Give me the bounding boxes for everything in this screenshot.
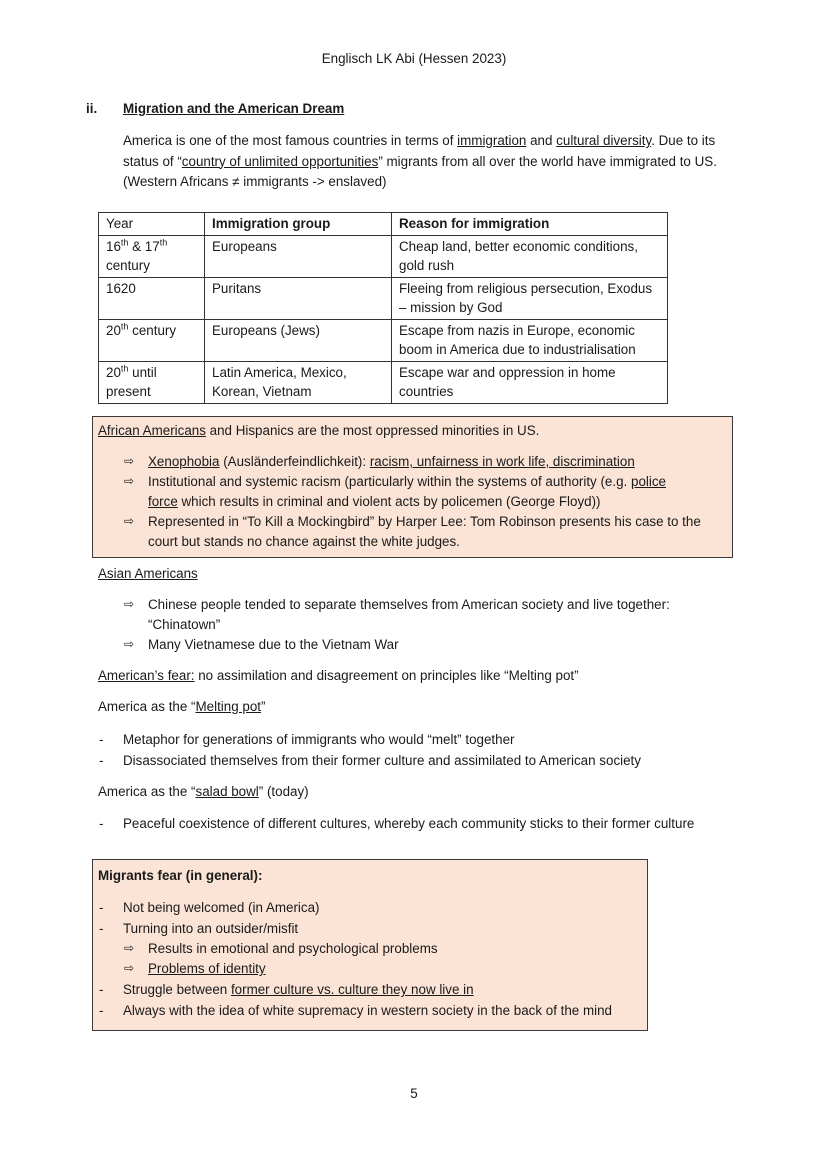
mockingbird-bullet: Represented in “To Kill a Mockingbird” by Harper Lee: Tom Robinson presents his case to the	[148, 514, 701, 529]
section-title: Migration and the American Dream	[123, 101, 345, 116]
systemic-racism-bullet: Institutional and systemic racism (particularly within the systems of authority (e.g. police	[148, 474, 666, 489]
fear-item: Not being welcomed (in America)	[123, 900, 320, 915]
table-cell-year: 20th until present	[99, 361, 205, 403]
table-row	[99, 235, 668, 277]
dash-bullet: -	[99, 1003, 104, 1018]
unlimited-opportunities-term: country of unlimited opportunities	[181, 153, 379, 169]
salad-bowl-item: Peaceful coexistence of different cultures, whereby each community sticks to their former culture	[123, 816, 695, 831]
table-cell-year: 20th century	[99, 319, 205, 361]
box1-intro: African Americans and Hispanics are the most oppressed minorities in US.	[98, 423, 540, 438]
table-header: Immigration group	[205, 213, 392, 236]
cultural-diversity-term: cultural diversity	[556, 133, 652, 148]
fear-item: Struggle between former culture vs. culture they now live in	[123, 982, 474, 997]
dash-bullet: -	[99, 900, 104, 915]
intro-paragraph: America is one of the most famous countries in terms of immigration and cultural diversity. Due to its status of “country of unlimited opportunities” migrants from all over the world have immigrated to US. (Western Africans ≠ immigrants -> enslaved)	[123, 133, 717, 189]
fear-item: Always with the idea of white supremacy in western society in the back of the mind	[123, 1003, 612, 1018]
table-cell-group: Europeans	[205, 235, 392, 277]
xenophobia-bullet: Xenophobia (Ausländerfeindlichkeit): racism, unfairness in work life, discrimination	[148, 454, 635, 469]
chinatown-bullet: Chinese people tended to separate themselves from American society and live together:	[148, 597, 670, 612]
americans-fear-line: American’s fear: no assimilation and disagreement on principles like “Melting pot”	[98, 668, 579, 683]
dash-bullet: -	[99, 921, 104, 936]
migrants-fear-title: Migrants fear (in general):	[98, 868, 263, 883]
chinatown-bullet-cont: “Chinatown”	[148, 617, 221, 632]
table-cell-group: Latin America, Mexico, Korean, Vietnam	[205, 361, 392, 403]
table-row	[99, 277, 668, 319]
fear-subitem: Problems of identity	[148, 961, 266, 976]
immigration-term: immigration	[457, 133, 527, 148]
arrow-icon: ⇨	[124, 941, 135, 955]
fear-subitem: Results in emotional and psychological problems	[148, 941, 438, 956]
dash-bullet: -	[99, 982, 104, 997]
table-cell-year: 16th & 17th century	[99, 235, 205, 277]
table-cell-reason: Escape war and oppression in home countries	[392, 361, 668, 403]
asian-americans-heading: Asian Americans	[98, 566, 198, 581]
melting-pot-heading: America as the “Melting pot”	[98, 699, 266, 714]
arrow-icon: ⇨	[124, 637, 135, 651]
arrow-icon: ⇨	[124, 474, 135, 488]
page-number: 5	[410, 1086, 418, 1101]
melting-pot-item: Disassociated themselves from their former culture and assimilated to American society	[123, 753, 641, 768]
dash-bullet: -	[99, 753, 104, 768]
section-number: ii.	[86, 101, 98, 116]
arrow-icon: ⇨	[124, 514, 135, 528]
table-row	[99, 319, 668, 361]
immigration-table	[98, 212, 668, 404]
table-header: Year	[99, 213, 205, 236]
table-row	[99, 361, 668, 403]
table-cell-group: Puritans	[205, 277, 392, 319]
table-cell-reason: Cheap land, better economic conditions, gold rush	[392, 235, 668, 277]
table-header: Reason for immigration	[392, 213, 668, 236]
page-header: Englisch LK Abi (Hessen 2023)	[321, 51, 507, 66]
table-header-row	[99, 213, 668, 236]
table-cell-year: 1620	[99, 277, 205, 319]
arrow-icon: ⇨	[124, 961, 135, 975]
mockingbird-bullet-cont: court but stands no chance against the white judges.	[148, 534, 460, 549]
vietnamese-bullet: Many Vietnamese due to the Vietnam War	[148, 637, 399, 652]
arrow-icon: ⇨	[124, 597, 135, 611]
melting-pot-item: Metaphor for generations of immigrants who would “melt” together	[123, 732, 515, 747]
arrow-icon: ⇨	[124, 454, 135, 468]
salad-bowl-heading: America as the “salad bowl” (today)	[98, 784, 309, 799]
fear-item: Turning into an outsider/misfit	[123, 921, 299, 936]
systemic-racism-bullet-cont: force which results in criminal and violent acts by policemen (George Floyd))	[148, 494, 601, 509]
table-cell-group: Europeans (Jews)	[205, 319, 392, 361]
table-cell-reason: Escape from nazis in Europe, economic boom in America due to industrialisation	[392, 319, 668, 361]
dash-bullet: -	[99, 732, 104, 747]
dash-bullet: -	[99, 816, 104, 831]
table-cell-reason: Fleeing from religious persecution, Exodus – mission by God	[392, 277, 668, 319]
